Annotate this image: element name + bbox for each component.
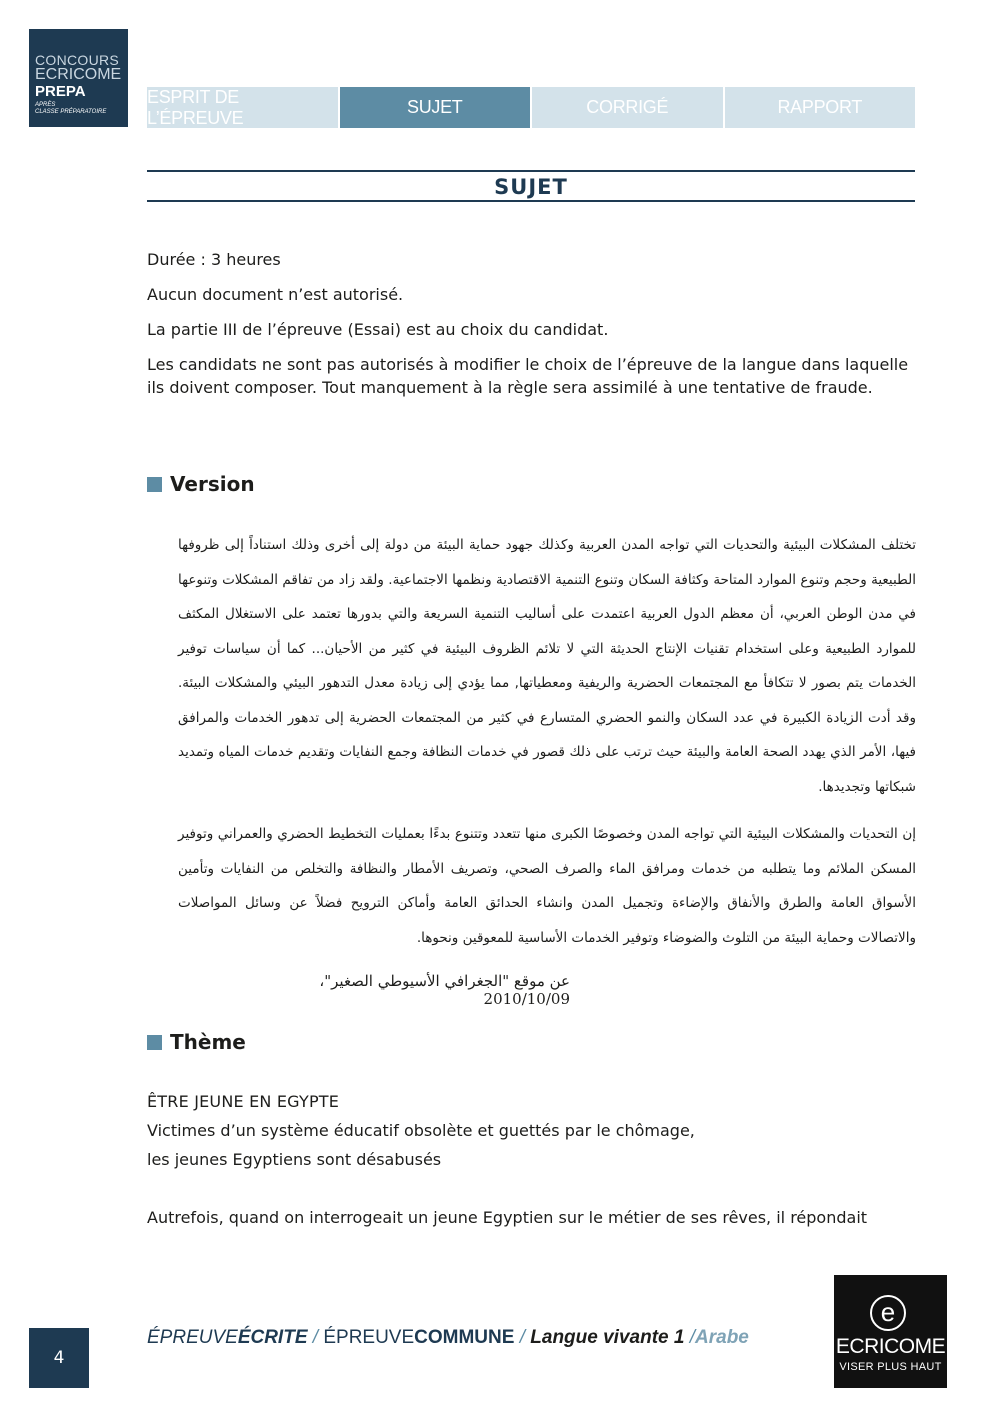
logo-line-prepa: PREPA	[35, 83, 86, 100]
footer-breadcrumb	[147, 1327, 749, 1349]
logo-line-apres: APRÈS	[35, 102, 56, 108]
theme-title: ÊTRE JEUNE EN EGYPTE	[147, 1092, 340, 1111]
logo-line-ecricome: ECRICOME	[35, 66, 122, 83]
footer-sep-1: /	[307, 1327, 324, 1348]
section-title: SUJET	[494, 175, 568, 199]
section-title-bar	[147, 170, 915, 202]
square-bullet-icon	[147, 477, 162, 492]
version-paragraph-2: إن التحديات والمشكلات البيئية التي تواجه المدن وخصوصًا الكبرى منها تتعدد وتتنوع بدءًا بعمليات التخطيط الحضري والعمراني وتوفير المسكن الملائم وما يتطلبه من خدمات ومرافق الماء والصرف الصحي، وتصريف الأمطار والنظافة والتخلص من النفايات وتأمين الأسواق العامة والطرق والأنفاق والإضاءة وتجميل المدن وانشاء الحدائق العامة وأماكن الترويح فضلاً عن وسائل المواصلات والاتصالات وحماية البيئة من التلوث والضوضاء وتوفير الخدمات الأساسية للمعوقين ونحوها.	[178, 826, 916, 946]
version-source: عن موقع "الجغرافي الأسيوطي الصغير"، 2010/10/09	[319, 972, 570, 1008]
e-circle-icon	[870, 1295, 906, 1331]
instruction-language: Les candidats ne sont pas autorisés à modifier le choix de l’épreuve de la langue dans laquelle ils doivent composer. Tout manquement à la règle sera assimilé à une tentative de fraude.	[147, 355, 909, 397]
footer-ecrite: ÉCRITE	[237, 1327, 308, 1348]
version-paragraph-1: تختلف المشكلات البيئية والتحديات التي تواجه المدن العربية وكذلك جهود حماية البيئة من دولة إلى أخرى وذلك استناداً إلى ظروفها الطبيعية وحجم وتنوع الموارد المتاحة وكثافة السكان وتنوع التنمية الاقتصادية ونظمها الاجتماعية. ولقد زاد من تفاقم المشكلات وتنوعها في مدن الوطن العربي، أن معظم الدول العربية اعتمدت على أساليب التنمية السريعة والتي بدورها تعتمد على الاستغلال المكثف للموارد الطبيعية وعلى استخدام تقنيات الإنتاج الحديثة التي لا تلائم الظروف البيئية في كثير من الأحيان... كما أن سياسات توفير الخدمات يتم بصور لا تتكافأ مع المجتمعات الحضرية والريفية ومعطياتها, مما يؤدي إلى زيادة معدل التدهور البيئي والمشكلات البيئة. وقد أدت الزيادة الكبيرة في عدد السكان والنمو الحضري المتسارع في كثير من المجتمعات الحضرية إلى تدهور الخدمات والمرافق فيها، الأمر الذي يهدد الصحة العامة والبيئة حيث ترتب على ذلك قصور في خدمات النظافة وجمع النفايات وتقديم خدمات المياه وتمديد شبكاتها وتجديدها.	[178, 537, 916, 795]
theme-line-1: Victimes d’un système éducatif obsolète et guettés par le chômage,	[147, 1121, 695, 1140]
footer-langue: Langue vivante 1	[530, 1327, 685, 1348]
page-number: 4	[29, 1328, 89, 1388]
version-heading-text: Version	[170, 472, 255, 496]
version-text	[178, 528, 916, 955]
logo-name: ECRICOME	[835, 1335, 946, 1358]
square-bullet-icon	[147, 1035, 162, 1050]
ecricome-logo	[834, 1275, 947, 1388]
ecricome-prepa-logo	[29, 29, 128, 127]
tab-esprit[interactable]: ESPRIT DE L’ÉPREUVE	[147, 87, 338, 128]
instructions	[147, 248, 919, 411]
logo-tagline: VISER PLUS HAUT	[839, 1361, 942, 1373]
theme-heading	[147, 1030, 246, 1054]
theme-heading-text: Thème	[170, 1030, 246, 1054]
section-tabs	[147, 87, 915, 128]
tab-corrige[interactable]: CORRIGÉ	[532, 87, 723, 128]
footer-epreuve-1: ÉPREUVE	[147, 1327, 238, 1348]
instruction-duration: Durée : 3 heures	[147, 250, 281, 269]
instruction-documents: Aucun document n’est autorisé.	[147, 285, 404, 304]
footer-commune: COMMUNE	[414, 1327, 515, 1348]
tab-sujet[interactable]: SUJET	[340, 87, 531, 128]
logo-line-concours: CONCOURS	[35, 52, 120, 68]
footer-epreuve-2: ÉPREUVE	[323, 1327, 415, 1348]
theme-line-3: Autrefois, quand on interrogeait un jeune Egyptien sur le métier de ses rêves, il répondait	[147, 1208, 868, 1227]
tab-rapport[interactable]: RAPPORT	[725, 87, 916, 128]
version-heading	[147, 472, 255, 496]
footer-sep-3: /	[684, 1327, 696, 1348]
logo-line-classe: CLASSE PRÉPARATOIRE	[35, 109, 107, 115]
theme-line-2: les jeunes Egyptiens sont désabusés	[147, 1150, 442, 1169]
footer-arabe: Arabe	[695, 1327, 749, 1348]
logo-glyph: e	[880, 1297, 896, 1327]
instruction-essay: La partie III de l’épreuve (Essai) est au choix du candidat.	[147, 320, 609, 339]
footer-sep-2: /	[514, 1327, 531, 1348]
theme-text	[147, 1087, 919, 1232]
